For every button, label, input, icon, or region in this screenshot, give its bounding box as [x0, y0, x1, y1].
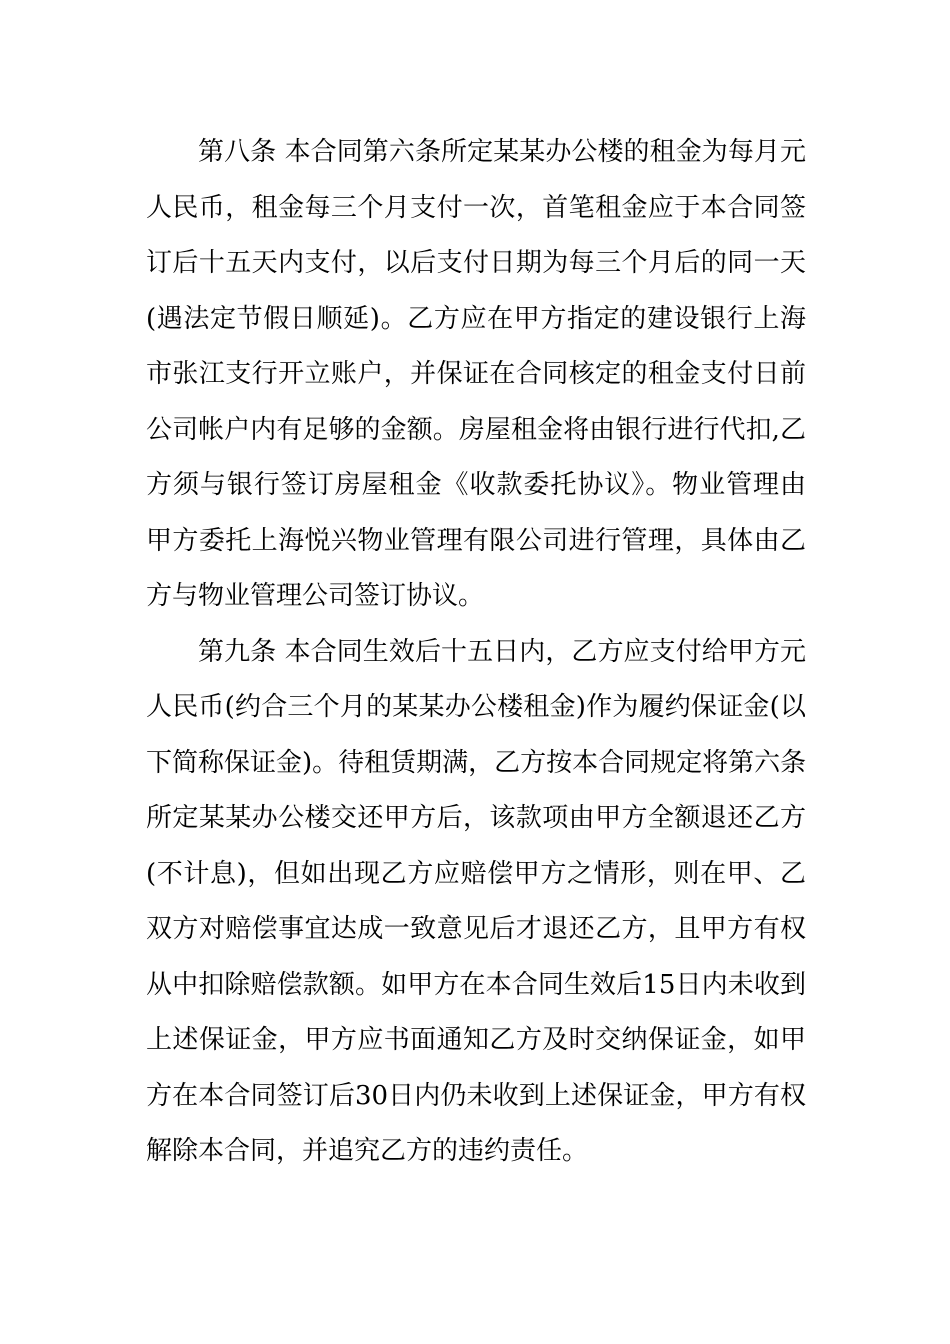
text-line: (不计息)，但如出现乙方应赔偿甲方之情形，则在甲、乙 [146, 858, 806, 889]
text-line: (遇法定节假日顺延)。乙方应在甲方指定的建设银行上海 [146, 303, 806, 334]
text-line: 从中扣除赔偿款额。如甲方在本合同生效后15日内未收到 [146, 969, 806, 1000]
text-line: 方在本合同签订后30日内仍未收到上述保证金，甲方有权 [146, 1080, 806, 1111]
text-line: 甲方委托上海悦兴物业管理有限公司进行管理，具体由乙 [146, 525, 806, 556]
article-9-paragraph [146, 625, 806, 1180]
text-line: 上述保证金，甲方应书面通知乙方及时交纳保证金，如甲 [146, 1025, 806, 1055]
text-line: 市张江支行开立账户，并保证在合同核定的租金支付日前 [146, 359, 806, 389]
text-line: 第八条 本合同第六条所定某某办公楼的租金为每月元 [198, 137, 806, 167]
document-body [146, 125, 806, 1180]
text-line: 下简称保证金)。待租赁期满，乙方按本合同规定将第六条 [146, 747, 807, 778]
text-line: 订后十五天内支付，以后支付日期为每三个月后的同一天 [146, 248, 806, 278]
text-line: 双方对赔偿事宜达成一致意见后才退还乙方，且甲方有权 [146, 914, 806, 944]
text-line: 公司帐户内有足够的金额。房屋租金将由银行进行代扣,乙 [146, 414, 806, 445]
text-line: 解除本合同，并追究乙方的违约责任。 [146, 1136, 589, 1166]
text-line: 方须与银行签订房屋租金《收款委托协议》。物业管理由 [146, 470, 806, 500]
text-line: 第九条 本合同生效后十五日内，乙方应支付给甲方元 [198, 636, 806, 667]
text-line: 所定某某办公楼交还甲方后，该款项由甲方全额退还乙方 [146, 803, 806, 833]
article-8-paragraph [146, 125, 806, 625]
text-line: 人民币(约合三个月的某某办公楼租金)作为履约保证金(以 [146, 692, 806, 722]
text-line: 方与物业管理公司签订协议。 [146, 581, 485, 611]
text-line: 人民币，租金每三个月支付一次，首笔租金应于本合同签 [146, 192, 806, 223]
